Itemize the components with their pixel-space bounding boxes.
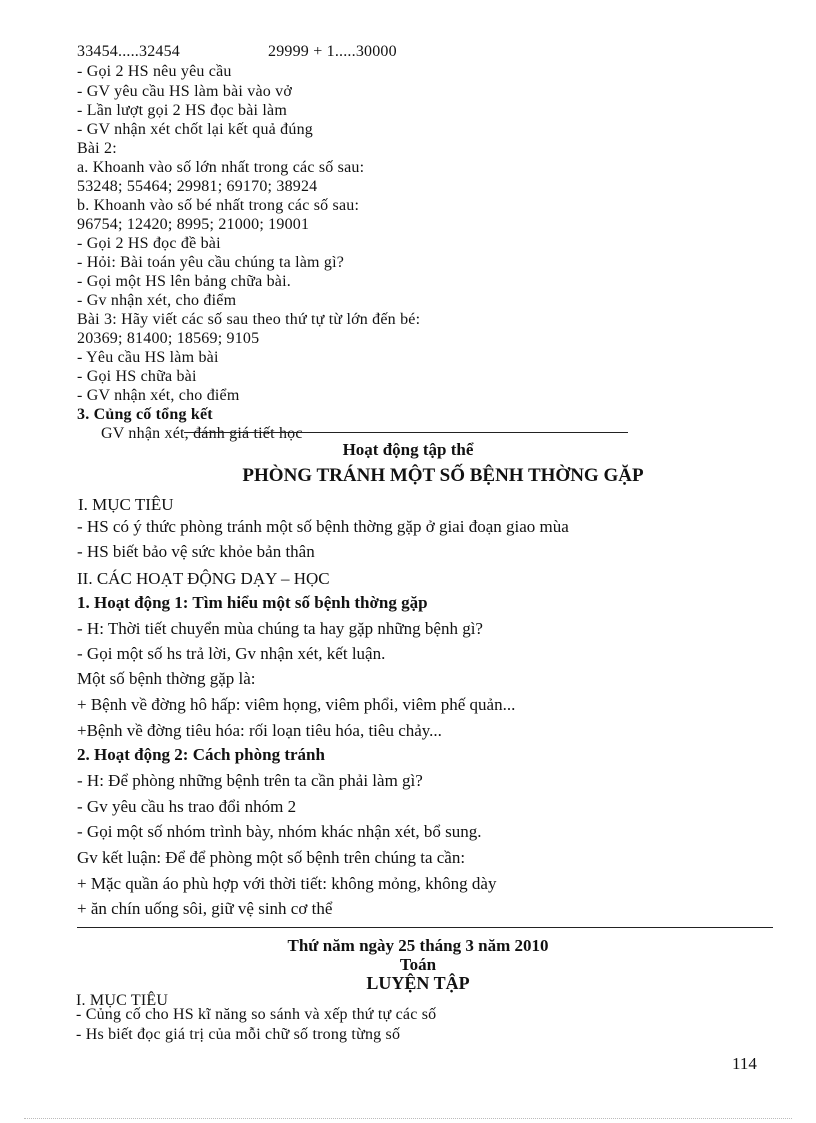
lesson-title: LUYỆN TẬP [366,973,470,993]
activity-heading: 1. Hoạt động 1: Tìm hiểu một số bệnh thờng gặp [77,593,428,612]
divider [184,432,628,433]
page-number: 114 [732,1054,757,1073]
activity-heading: 2. Hoạt động 2: Cách phòng tránh [77,745,325,764]
divider [77,927,773,928]
section-heading: I. MỤC TIÊU [76,992,169,1009]
date-heading: Thứ năm ngày 25 tháng 3 năm 2010 [287,936,549,955]
text-line: - Lần lượt gọi 2 HS đọc bài làm [77,102,287,119]
objective-item: - HS có ý thức phòng tránh một số bệnh thờng gặp ở giai đoạn giao mùa [77,517,569,536]
section-heading: 3. Củng cố tổng kết [77,406,213,423]
lesson-title: PHÒNG TRÁNH MỘT SỐ BỆNH THỜNG GẶP [242,465,644,486]
subject-heading: Hoạt động tập thể [342,440,474,459]
objective-item: - Củng cố cho HS kĩ năng so sánh và xếp thứ tự các số [76,1006,437,1023]
section-heading: I. MỤC TIÊU [78,495,174,514]
text-line: a. Khoanh vào số lớn nhất trong các số sau: [77,159,365,176]
text-line: - Gv yêu cầu hs trao đổi nhóm 2 [77,797,297,816]
text-line: - Gọi 2 HS đọc đề bài [77,235,221,252]
text-line: - Gọi một số hs trả lời, Gv nhận xét, kết luận. [77,644,386,663]
text-line: Bài 2: [77,140,117,157]
objective-item: - HS biết bảo vệ sức khỏe bản thân [77,542,315,561]
text-line: Bài 3: Hãy viết các số sau theo thứ tự từ lớn đến bé: [77,311,421,328]
text-line: - Hỏi: Bài toán yêu cầu chúng ta làm gì? [77,254,345,271]
objective-item: - Hs biết đọc giá trị của mỗi chữ số trong từng số [76,1026,401,1043]
text-line: - Gọi 2 HS nêu yêu cầu [77,63,232,80]
text-line: - GV yêu cầu HS làm bài vào vở [77,83,293,100]
text-line: - Gọi một HS lên bảng chữa bài. [77,273,291,290]
text-line: - H: Thời tiết chuyển mùa chúng ta hay gặp những bệnh gì? [77,619,483,638]
text-line: 96754; 12420; 8995; 21000; 19001 [77,216,310,233]
text-line: - H: Để phòng những bệnh trên ta cần phải làm gì? [77,771,423,790]
text-line: +Bệnh về đờng tiêu hóa: rối loạn tiêu hóa, tiêu chảy... [77,721,442,740]
text-line: - Yêu cầu HS làm bài [77,349,219,366]
text-line: b. Khoanh vào số bé nhất trong các số sau: [77,197,360,214]
text-line: + Mặc quần áo phù hợp với thời tiết: không mỏng, không dày [77,874,497,893]
footer-rule [24,1118,792,1119]
text-line: Gv kết luận: Để để phòng một số bệnh trên chúng ta cần: [77,848,466,867]
compare-right: 29999 + 1.....30000 [268,43,397,60]
text-line: Một số bệnh thờng gặp là: [77,669,256,688]
text-line: - Gọi một số nhóm trình bày, nhóm khác nhận xét, bổ sung. [77,822,482,841]
text-line: - GV nhận xét chốt lại kết quả đúng [77,121,313,138]
text-line: + ăn chín uống sôi, giữ vệ sinh cơ thể [77,899,333,918]
text-line: - Gv nhận xét, cho điểm [77,292,237,309]
compare-left: 33454.....32454 [77,43,180,60]
text-line: + Bệnh về đờng hô hấp: viêm họng, viêm phổi, viêm phế quản... [77,695,516,714]
text-line: - Gọi HS chữa bài [77,368,197,385]
section-heading: II. CÁC HOẠT ĐỘNG DẠY – HỌC [77,569,330,588]
subject-heading: Toán [399,955,437,974]
text-line: - GV nhận xét, cho điểm [77,387,240,404]
section-text: GV nhận xét, đánh giá tiết học [101,425,303,442]
text-line: 20369; 81400; 18569; 9105 [77,330,260,347]
text-line: 53248; 55464; 29981; 69170; 38924 [77,178,318,195]
